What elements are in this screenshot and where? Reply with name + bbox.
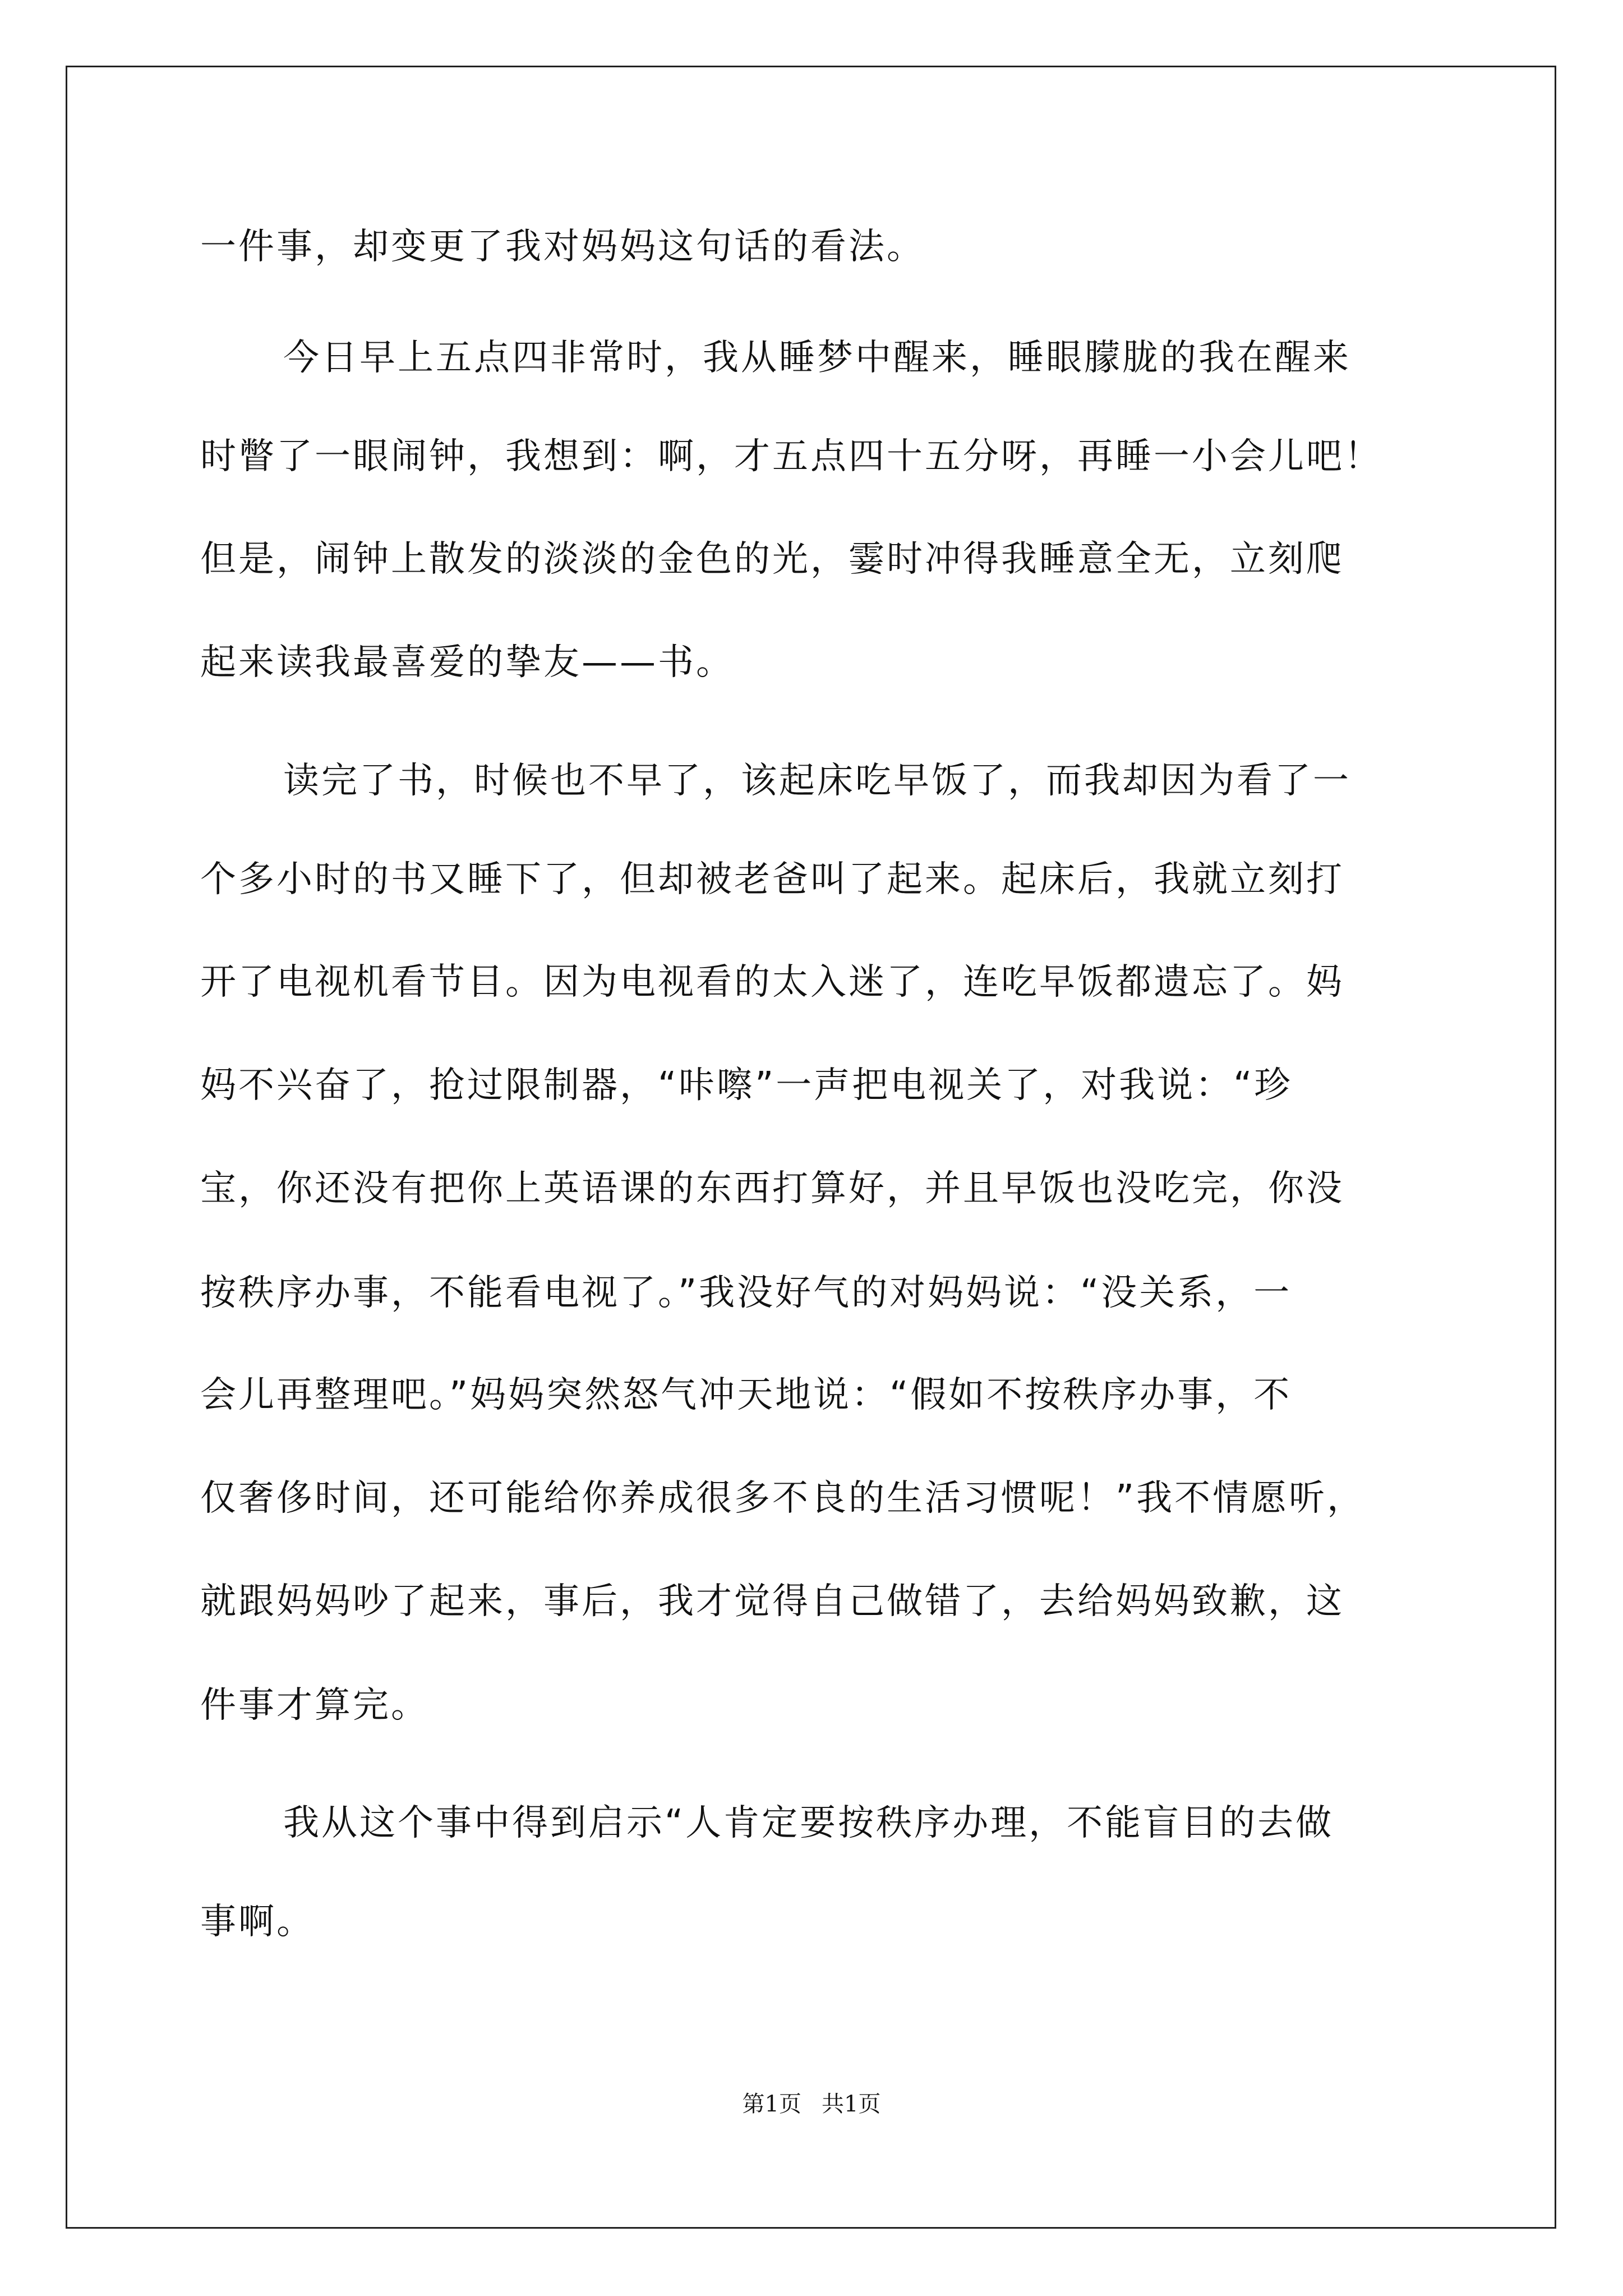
text-line: 仅奢侈时间，还可能给你养成很多不良的生活习惯呢！”我不情愿听， <box>200 1478 1366 1519</box>
page-number: 第1页 <box>742 2091 801 2117</box>
text-line: 起来读我最喜爱的挚友——书。 <box>200 642 734 683</box>
text-line: 个多小时的书又睡下了，但却被老爸叫了起来。起床后，我就立刻打 <box>200 859 1344 900</box>
paragraph-first-line: 读完了书，时候也不早了，该起床吃早饭了，而我却因为看了一 <box>283 760 1351 802</box>
page-total: 共1页 <box>822 2091 881 2117</box>
text-line: 开了电视机看节目。因为电视看的太入迷了，连吃早饭都遗忘了。妈 <box>200 961 1344 1003</box>
text-line: 一件事，却变更了我对妈妈这句话的看法。 <box>200 226 925 268</box>
text-line: 时瞥了一眼闹钟，我想到：啊，才五点四十五分呀，再睡一小会儿吧！ <box>200 436 1382 477</box>
text-line: 妈不兴奋了，抢过限制器，“咔嚓”一声把电视关了，对我说：“珍 <box>200 1065 1293 1106</box>
text-line: 按秩序办事，不能看电视了。”我没好气的对妈妈说：“没关系，一 <box>200 1272 1292 1314</box>
text-line: 就跟妈妈吵了起来，事后，我才觉得自己做错了，去给妈妈致歉，这 <box>200 1581 1344 1622</box>
text-line: 件事才算完。 <box>200 1685 429 1726</box>
text-line: 宝，你还没有把你上英语课的东西打算好，并且早饭也没吃完，你没 <box>200 1168 1344 1209</box>
paragraph-first-line: 我从这个事中得到启示“人肯定要按秩序办理，不能盲目的去做 <box>283 1802 1334 1844</box>
text-line: 会儿再整理吧。”妈妈突然怒气冲天地说：“假如不按秩序办事，不 <box>200 1374 1292 1416</box>
text-line: 但是，闹钟上散发的淡淡的金色的光，霎时冲得我睡意全无，立刻爬 <box>200 539 1344 580</box>
page-footer <box>0 2090 1623 2118</box>
text-line: 事啊。 <box>200 1901 315 1943</box>
paragraph-first-line: 今日早上五点四非常时，我从睡梦中醒来，睡眼朦胧的我在醒来 <box>283 337 1351 379</box>
